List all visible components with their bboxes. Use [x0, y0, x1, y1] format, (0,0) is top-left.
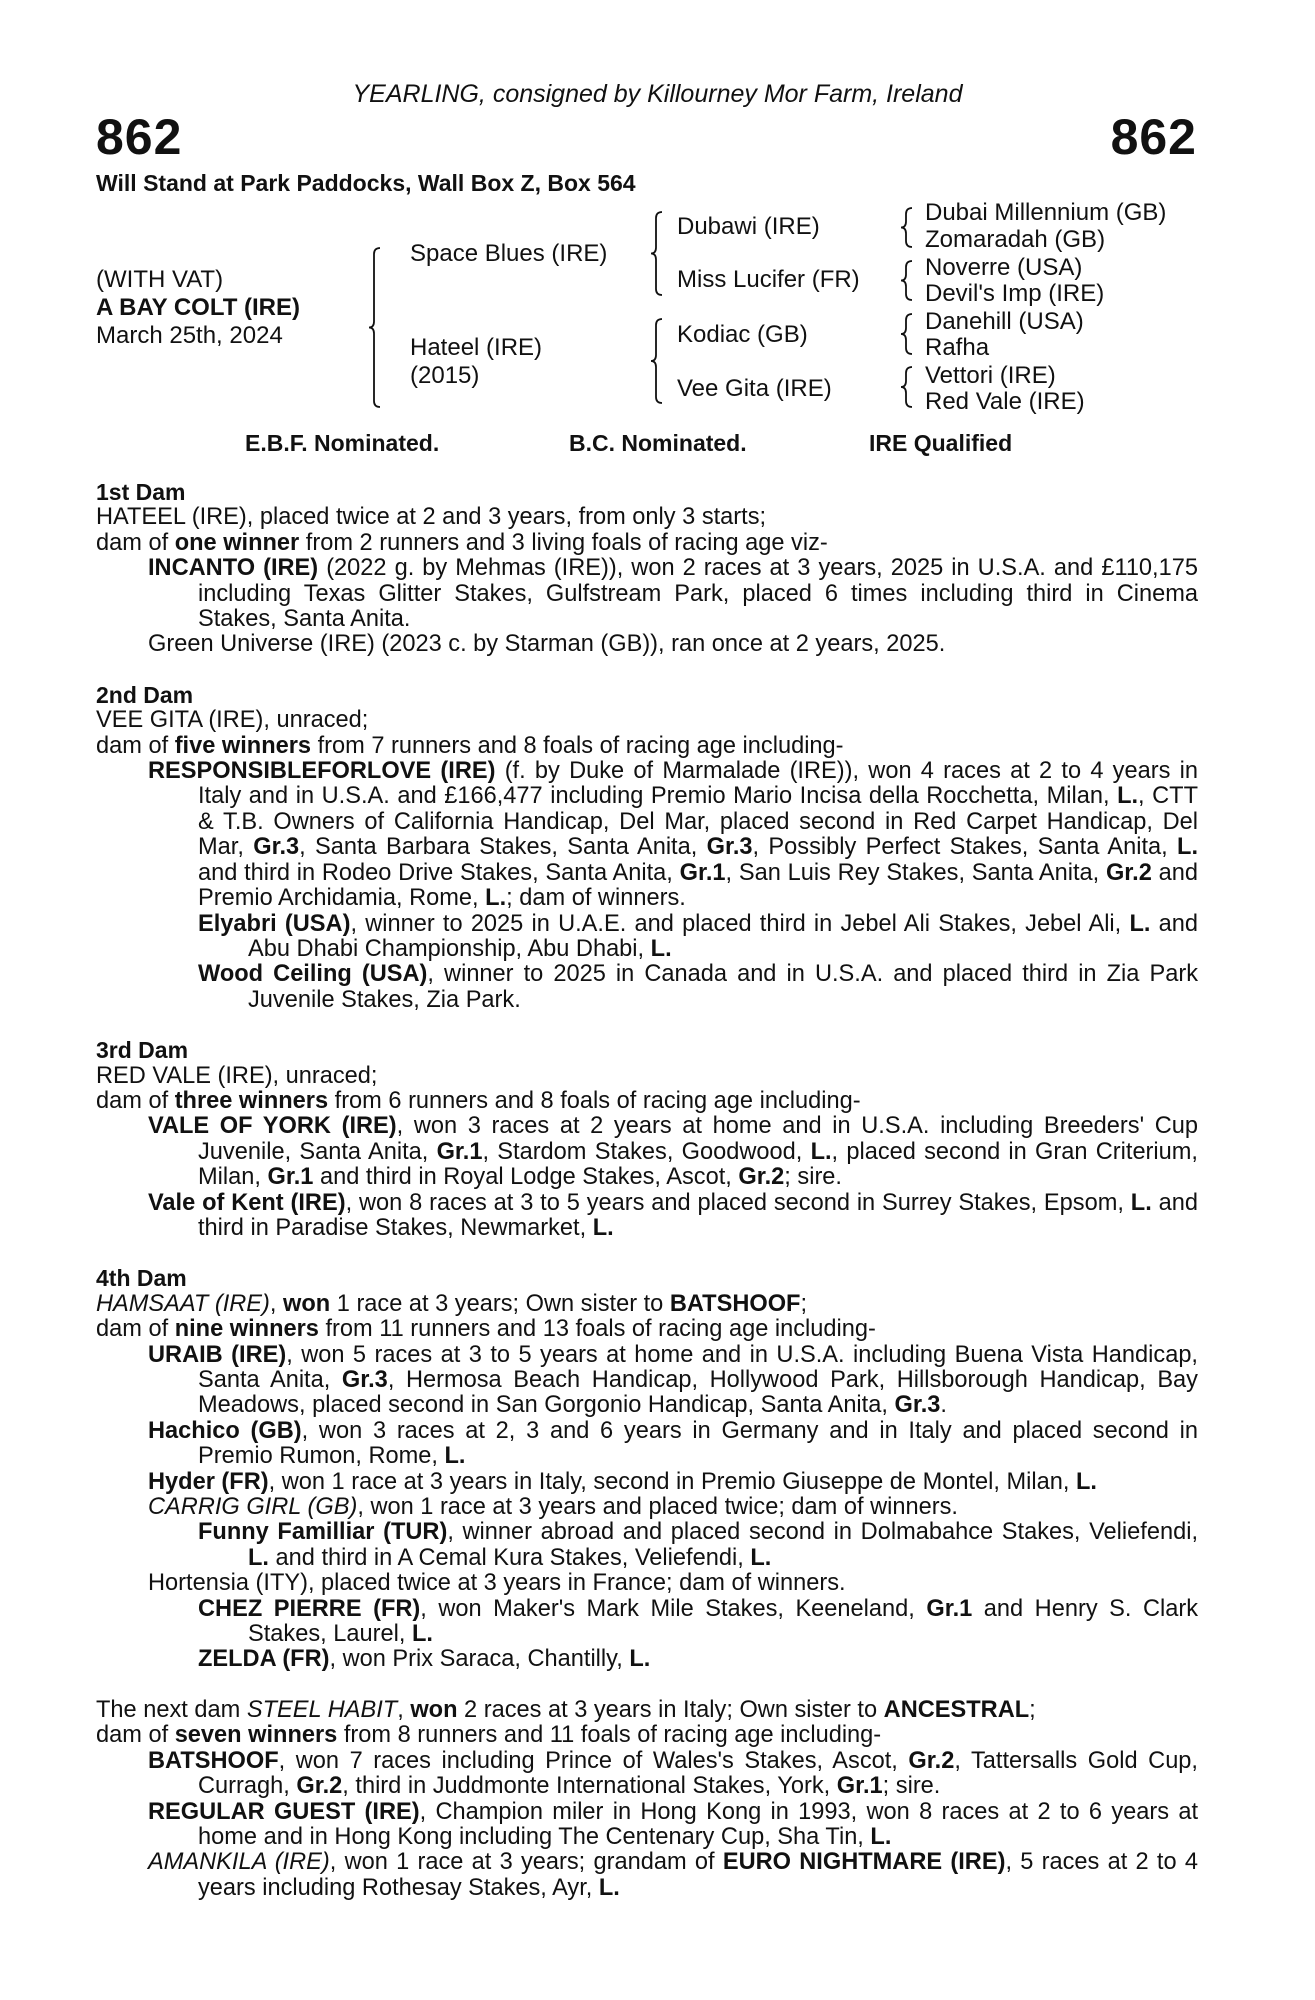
text: , won 1 race at 3 years in Italy, second in Premio Giuseppe de Montel, Milan,	[268, 1468, 1077, 1495]
bold-text: L.	[750, 1544, 772, 1571]
pedigree-entry	[96, 1089, 1198, 1114]
pedigree-entry	[96, 1723, 1198, 1748]
text: , won Prix Saraca, Chantilly,	[329, 1646, 630, 1673]
bold-text: L.	[1177, 834, 1198, 861]
pedigree-entry	[96, 1749, 1198, 1800]
pedigree-brace	[900, 313, 912, 355]
pedigree-entry	[96, 1191, 1198, 1242]
text: , Champion miler in Hong Kong in 1993, won 8 races at 2 to 6 years at home and in Hong Kong including The Centenary Cup, Sha Tin,	[198, 1798, 1199, 1850]
bold-text: REGULAR GUEST (IRE)	[148, 1798, 420, 1825]
pedigree-entry	[96, 1495, 1198, 1520]
bold-text: BATSHOOF	[669, 1290, 801, 1317]
text: .	[940, 1392, 947, 1419]
lot-number-left: 862	[96, 109, 183, 165]
bold-text: EURO NIGHTMARE (IRE)	[722, 1849, 1006, 1876]
consignment-header: YEARLING, consigned by Killourney Mor Farm, Ireland	[352, 80, 963, 108]
text: and third in Rodeo Drive Stakes, Santa Anita,	[198, 859, 680, 886]
text: and third in Paradise Stakes, Newmarket,	[198, 1189, 1198, 1241]
text: 2 races at 3 years in Italy; Own sister to	[457, 1696, 884, 1723]
pedigree-entry	[96, 1419, 1198, 1470]
bold-text: Gr.3	[706, 834, 753, 861]
pedigree-entry	[96, 734, 1198, 759]
pedigree-entry	[96, 759, 1198, 911]
bold-text: L.	[650, 935, 672, 962]
text: VEE GITA (IRE), unraced;	[96, 707, 369, 734]
bold-text: CHEZ PIERRE (FR)	[198, 1595, 421, 1622]
bold-text: Gr.1	[836, 1773, 883, 1800]
text: dam of	[96, 1316, 175, 1343]
bold-text: L.	[411, 1621, 433, 1648]
text: , won 3 races at 2, 3 and 6 years in Germany and in Italy and placed second in Premio Rumon, Rome,	[198, 1417, 1198, 1470]
dam: Hateel (IRE)	[410, 334, 543, 361]
bold-text: L.	[1117, 783, 1139, 810]
great-grandparent: Noverre (USA)	[925, 254, 1083, 281]
section-heading: 3rd Dam	[96, 1037, 189, 1064]
great-grandparent: Devil's Imp (IRE)	[925, 280, 1105, 307]
great-grandparent: Dubai Millennium (GB)	[925, 199, 1167, 226]
grandparent: Kodiac (GB)	[677, 321, 808, 348]
pedigree-brace	[650, 211, 662, 296]
pedigree-entry	[96, 1647, 1198, 1672]
text: ;	[800, 1290, 808, 1317]
dam-year: (2015)	[410, 362, 480, 389]
bold-text: L.	[810, 1138, 832, 1165]
bold-text: Gr.2	[908, 1747, 955, 1774]
bold-text: RESPONSIBLEFORLOVE (IRE)	[148, 758, 496, 785]
pedigree-entry	[96, 1317, 1198, 1342]
bold-text: L.	[592, 1214, 614, 1241]
bold-text: Gr.1	[267, 1164, 314, 1191]
bold-text: L.	[1129, 910, 1151, 937]
text: , Hermosa Beach Handicap, Hollywood Park, Hillsborough Handicap, Bay Meadows, placed second in San Gorgonio Handicap, Santa Anita,	[198, 1367, 1198, 1419]
bold-text: INCANTO (IRE)	[148, 555, 319, 582]
bold-text: Hyder (FR)	[148, 1468, 269, 1495]
great-grandparent: Zomaradah (GB)	[925, 226, 1106, 253]
text: , CTT & T.B. Owners of California Handicap, Del Mar, placed second in Red Carpet Handicap, Del Mar,	[198, 783, 1198, 861]
dam-section	[96, 1698, 1198, 1901]
bold-text: Gr.3	[341, 1367, 388, 1393]
section-heading: 2nd Dam	[96, 681, 194, 708]
text: , Possibly Perfect Stakes, Santa Anita,	[752, 834, 1178, 861]
pedigree-brace	[368, 247, 380, 408]
great-grandparent: Rafha	[925, 334, 990, 361]
text: HATEEL (IRE), placed twice at 2 and 3 years, from only 3 starts;	[96, 504, 767, 531]
bold-text: Hachico (GB)	[148, 1417, 302, 1444]
text: 1 race at 3 years; Own sister to	[330, 1290, 670, 1317]
text: , won 5 races at 3 to 5 years at home and in U.S.A. including Buena Vista Handicap, Santa Anita,	[198, 1341, 1198, 1393]
text: RED VALE (IRE), unraced;	[96, 1062, 378, 1089]
pedigree-entry	[96, 1571, 1198, 1596]
bold-text: Elyabri (USA)	[198, 910, 351, 937]
text: ,	[269, 1290, 284, 1317]
bold-text: one winner	[174, 529, 300, 556]
text: , won 1 race at 3 years and placed twice; dam of winners.	[357, 1494, 958, 1521]
pedigree-entry	[96, 1597, 1198, 1648]
bold-text: L.	[1076, 1468, 1097, 1495]
text: dam of	[96, 1722, 175, 1749]
text: from 11 runners and 13 foals of racing age including-	[318, 1316, 876, 1343]
bold-text: Gr.1	[436, 1138, 483, 1165]
text: Hortensia (ITY), placed twice at 3 years in France; dam of winners.	[148, 1570, 846, 1597]
text: , winner abroad and placed second in Dolmabahce Stakes, Veliefendi,	[447, 1519, 1198, 1546]
bold-text: Gr.2	[1105, 859, 1152, 886]
text: ,	[397, 1696, 411, 1723]
vat-label: (WITH VAT)	[96, 266, 224, 293]
text: dam of	[96, 529, 175, 556]
bold-text: Gr.2	[738, 1164, 785, 1191]
pedigree-entry	[96, 912, 1198, 963]
bold-text: Gr.3	[253, 834, 300, 861]
text: , Stardom Stakes, Goodwood,	[482, 1138, 811, 1165]
bold-text: BATSHOOF	[148, 1747, 279, 1774]
text: The next dam	[96, 1696, 247, 1723]
sire: Space Blues (IRE)	[410, 240, 608, 267]
bold-text: Gr.1	[679, 859, 726, 886]
italic-text: STEEL HABIT	[246, 1696, 398, 1723]
bold-text: URAIB (IRE)	[148, 1341, 287, 1368]
text: (f. by Duke of Marmalade (IRE)), won 4 races at 2 to 4 years in Italy and in U.S.A. and £166,477 including Premio Mario Incisa della Rocchetta, Milan,	[198, 758, 1198, 810]
italic-text: CARRIG GIRL (GB)	[148, 1494, 358, 1521]
text: , 5 races at 2 to 4 years including Rothesay Stakes, Ayr,	[198, 1849, 1198, 1901]
text: dam of	[96, 1087, 175, 1114]
dam-section	[96, 683, 1198, 1013]
ire-qualification: IRE Qualified	[869, 430, 1013, 456]
foaling-date: March 25th, 2024	[96, 322, 283, 349]
bold-text: L.	[598, 1874, 620, 1901]
pedigree-brace	[650, 318, 662, 404]
bold-text: L.	[870, 1823, 892, 1850]
pedigree-entry	[96, 1850, 1198, 1901]
pedigree-entry	[96, 962, 1198, 1013]
text: and Abu Dhabi Championship, Abu Dhabi,	[248, 910, 1199, 962]
bold-text: Funny Familliar (TUR)	[198, 1519, 448, 1546]
horse-name: A BAY COLT (IRE)	[96, 294, 301, 321]
pedigree-brace	[900, 260, 912, 301]
text: and third in A Cemal Kura Stakes, Veliefendi,	[268, 1544, 751, 1571]
dam-line-details	[96, 480, 1198, 1926]
grandparent: Vee Gita (IRE)	[677, 375, 832, 402]
text: , won 7 races including Prince of Wales's Stakes, Ascot,	[278, 1747, 909, 1774]
dam-section	[96, 1038, 1198, 1241]
dam-section	[96, 1266, 1198, 1673]
pedigree-entry	[96, 531, 1198, 556]
text: from 7 runners and 8 foals of racing age including-	[311, 732, 844, 759]
pedigree-entry	[96, 708, 1198, 733]
dam-section	[96, 480, 1198, 658]
pedigree-entry	[96, 556, 1198, 632]
bold-text: Gr.3	[894, 1392, 941, 1419]
pedigree-entry	[96, 1064, 1198, 1089]
bold-text: won	[410, 1696, 458, 1723]
bc-nomination: B.C. Nominated.	[569, 430, 747, 456]
italic-text: HAMSAAT (IRE)	[96, 1290, 270, 1317]
bold-text: VALE OF YORK (IRE)	[148, 1113, 397, 1140]
text: , winner to 2025 in Canada and in U.S.A. and placed third in Zia Park Juvenile Stakes, Zia Park.	[248, 961, 1198, 1013]
pedigree-brace	[900, 207, 912, 248]
bold-text: seven winners	[174, 1722, 338, 1749]
text: from 6 runners and 8 foals of racing age including-	[328, 1087, 861, 1114]
text: , winner to 2025 in U.A.E. and placed third in Jebel Ali Stakes, Jebel Ali,	[350, 910, 1130, 937]
bold-text: L.	[1130, 1189, 1152, 1216]
section-heading: 1st Dam	[96, 479, 186, 505]
bold-text: Gr.1	[926, 1595, 973, 1622]
bold-text: Gr.2	[296, 1773, 343, 1800]
stand-info: Will Stand at Park Paddocks, Wall Box Z, Box 564	[96, 170, 636, 196]
bold-text: L.	[629, 1646, 651, 1673]
pedigree-brace	[900, 366, 912, 408]
text: ; dam of winners.	[506, 885, 686, 912]
text: from 2 runners and 3 living foals of racing age viz-	[299, 529, 828, 556]
lot-number-right: 862	[1110, 109, 1197, 165]
pedigree-entry	[96, 1343, 1198, 1419]
great-grandparent: Red Vale (IRE)	[925, 388, 1085, 415]
great-grandparent: Vettori (IRE)	[925, 362, 1056, 389]
text: , Tattersalls Gold Cup, Curragh,	[198, 1747, 1198, 1800]
text: , won 8 races at 3 to 5 years and placed second in Surrey Stakes, Epsom,	[345, 1189, 1131, 1216]
ebf-nomination: E.B.F. Nominated.	[245, 430, 440, 456]
section-heading: 4th Dam	[96, 1265, 187, 1292]
bold-text: L.	[248, 1544, 269, 1571]
text: from 8 runners and 11 foals of racing age including-	[337, 1722, 882, 1749]
bold-text: nine winners	[174, 1316, 319, 1343]
grandparent: Miss Lucifer (FR)	[677, 266, 860, 293]
pedigree-entry	[96, 1292, 1198, 1317]
text: , placed second in Gran Criterium, Milan,	[198, 1138, 1198, 1191]
text: and Henry S. Clark Stakes, Laurel,	[248, 1595, 1199, 1648]
pedigree-entry	[96, 505, 1198, 530]
text: , won Maker's Mark Mile Stakes, Keeneland,	[420, 1595, 927, 1622]
text: dam of	[96, 732, 175, 759]
great-grandparent: Danehill (USA)	[925, 308, 1084, 335]
text: , third in Juddmonte International Stakes, York,	[342, 1773, 837, 1800]
bold-text: three winners	[174, 1087, 329, 1114]
bold-text: five winners	[174, 732, 312, 759]
pedigree-entry	[96, 632, 1198, 657]
italic-text: AMANKILA (IRE)	[148, 1849, 330, 1876]
bold-text: Wood Ceiling (USA)	[198, 961, 428, 988]
grandparent: Dubawi (IRE)	[677, 213, 820, 240]
bold-text: ZELDA (FR)	[198, 1646, 330, 1673]
pedigree-entry	[96, 1114, 1198, 1190]
text: and third in Royal Lodge Stakes, Ascot,	[313, 1164, 739, 1191]
pedigree-entry	[96, 1698, 1198, 1723]
text: , won 1 race at 3 years; grandam of	[329, 1849, 723, 1876]
text: , Santa Barbara Stakes, Santa Anita,	[299, 834, 707, 861]
pedigree-entry	[96, 1800, 1198, 1851]
bold-text: L.	[485, 885, 507, 912]
bold-text: L.	[444, 1443, 466, 1470]
pedigree-entry	[96, 1470, 1198, 1495]
text: ; sire.	[784, 1164, 842, 1191]
text: (2022 g. by Mehmas (IRE)), won 2 races at 3 years, 2025 in U.S.A. and £110,175 including Texas Glitter Stakes, Gulfstream Park, placed 6 times including third in Cinema Stakes, Santa Anita.	[198, 555, 1198, 633]
text: , won 3 races at 2 years at home and in U.S.A. including Breeders' Cup Juvenile, Santa Anita,	[198, 1113, 1198, 1165]
pedigree-entry	[96, 1520, 1198, 1571]
text: ; sire.	[882, 1773, 941, 1800]
bold-text: Vale of Kent (IRE)	[148, 1189, 346, 1216]
text: and Premio Archidamia, Rome,	[198, 859, 1198, 912]
bold-text: ANCESTRAL	[883, 1696, 1030, 1723]
bold-text: won	[283, 1290, 331, 1317]
text: , San Luis Rey Stakes, Santa Anita,	[725, 859, 1106, 886]
text: Green Universe (IRE) (2023 c. by Starman (GB)), ran once at 2 years, 2025.	[148, 631, 946, 658]
text: ;	[1029, 1696, 1036, 1723]
